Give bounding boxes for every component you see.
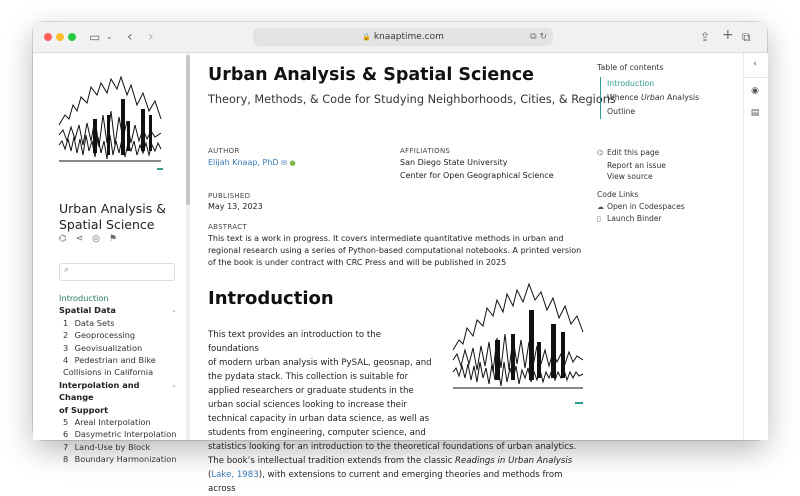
code-links — [597, 189, 685, 226]
toc-title: Table of contents — [597, 63, 664, 72]
section-label-line: of Support — [59, 404, 109, 415]
table-of-contents — [596, 53, 741, 440]
cloud-icon: ☁ — [597, 202, 604, 211]
sidebar-item[interactable] — [59, 416, 177, 428]
sidebar-scrollbar[interactable] — [186, 53, 190, 440]
email-icon[interactable]: ✉ — [281, 159, 287, 167]
intro-line — [208, 454, 588, 468]
url-text: knaaptime.com — [373, 32, 444, 42]
lock-icon: 🔒 — [362, 33, 371, 41]
sidebar-item[interactable] — [59, 354, 177, 379]
item-label: Areal Interpolation — [74, 417, 151, 428]
sidebar-item-introduction[interactable]: Introduction — [59, 293, 109, 303]
item-number: 4 — [63, 355, 69, 366]
item-number: 2 — [63, 330, 69, 341]
sidebar-item[interactable] — [59, 317, 177, 329]
binder-label: Launch Binder — [607, 214, 662, 223]
chevron-down-icon[interactable]: ⌄ — [106, 32, 113, 41]
affiliation-2: Center for Open Geographical Science — [400, 171, 554, 180]
author-link[interactable]: Elijah Knaap, PhD — [208, 158, 279, 167]
codespaces-label: Open in Codespaces — [607, 201, 685, 211]
toc-item-outline[interactable]: Outline — [607, 107, 636, 116]
edit-page-link[interactable] — [597, 147, 666, 160]
item-number: 8 — [63, 454, 69, 465]
page-subtitle: Theory, Methods, & Code for Studying Neighborhoods, Cities, & Regions — [208, 93, 616, 106]
tab-overview-icon[interactable]: ⧉ — [742, 30, 751, 44]
binder-link[interactable] — [597, 213, 685, 226]
author-value — [208, 157, 296, 169]
affiliation-1: San Diego State University — [400, 158, 508, 167]
sidebar-toggle-icon[interactable]: ▭ — [89, 30, 101, 44]
sidebar-item[interactable] — [59, 329, 177, 341]
browser-window — [33, 22, 767, 494]
item-label: Pedestrian and Bike — [74, 355, 156, 366]
item-label: Dasymetric Interpolation — [74, 429, 177, 440]
intro-line: of modern urban analysis with PySAL, geosnap, and — [208, 358, 432, 368]
chevron-down-icon[interactable]: ⌄ — [171, 306, 177, 315]
view-source-link[interactable]: View source — [607, 172, 653, 181]
intro-heading: Introduction — [208, 288, 334, 309]
close-window-button[interactable] — [44, 33, 52, 41]
new-tab-button[interactable]: + — [722, 27, 734, 43]
file-icon: ▯ — [597, 215, 601, 223]
chevron-down-icon[interactable]: ⌄ — [171, 380, 177, 389]
book-tool-icons[interactable]: ⌬ ⋖ ◎ ⚑ — [59, 234, 120, 244]
book-citation-title: Readings in Urban Analysis — [455, 456, 573, 466]
annotation-icon[interactable]: ▤ — [750, 108, 760, 118]
eye-icon[interactable]: ◉ — [751, 86, 759, 96]
item-label: Geoprocessing — [74, 330, 136, 341]
forward-button[interactable]: › — [148, 29, 154, 45]
back-button[interactable]: ‹ — [127, 29, 133, 45]
abstract-text: This text is a work in progress. It covers intermediate quantitative methods in urban and regional research using a series of Python-based computational notebooks. A printed version of the book is under contract with CRC Press and will be published in 2025 — [208, 234, 582, 268]
intro-line-text: ), with extensions to current and emerging theories and methods from across — [208, 470, 563, 494]
book-sidebar — [33, 53, 185, 465]
sidebar-item[interactable] — [59, 342, 177, 354]
search-icon: ⌕ — [64, 265, 70, 275]
item-number: 5 — [63, 417, 69, 428]
toc-item-whence[interactable] — [607, 91, 699, 105]
author-label: AUTHOR — [208, 147, 240, 155]
sidebar-section[interactable] — [59, 304, 177, 316]
toc-list — [600, 77, 699, 119]
intro-line: technical capacity in urban data science, as well as — [208, 414, 430, 424]
intro-line: applied researchers or graduate students in the — [208, 386, 414, 396]
reload-icon[interactable]: ⧉ ↻ — [530, 32, 547, 42]
sidebar-item[interactable] — [59, 428, 177, 440]
item-number: 3 — [63, 342, 69, 353]
page-title: Urban Analysis & Spatial Science — [208, 65, 534, 85]
intro-line: students from engineering, computer science, and — [208, 428, 426, 438]
toc-item-text: Analysis — [664, 93, 700, 102]
published-label: PUBLISHED — [208, 192, 251, 200]
divider — [744, 77, 768, 78]
code-links-title: Code Links — [597, 190, 639, 199]
sidebar-item[interactable] — [59, 441, 177, 453]
item-number: 7 — [63, 441, 69, 452]
section-label: Spatial Data — [59, 305, 116, 316]
affiliations-label: AFFILIATIONS — [400, 147, 451, 155]
item-number: 1 — [63, 317, 69, 328]
address-bar[interactable] — [253, 28, 553, 46]
orcid-icon[interactable]: ● — [289, 159, 296, 167]
intro-figure — [451, 280, 585, 408]
toc-item-text-italic: Urban — [640, 93, 665, 102]
intro-line — [208, 468, 588, 496]
scrollbar-thumb[interactable] — [186, 55, 190, 205]
section-label-line: Interpolation and Change — [59, 379, 140, 403]
intro-line: This text provides an introduction to the foundations — [208, 330, 381, 354]
item-label: Boundary Harmonization — [74, 454, 177, 465]
intro-line: statistics looking for an introduction to the theoretical foundations of urban analytics. — [208, 442, 577, 452]
codespaces-link[interactable] — [597, 201, 685, 214]
published-date: May 13, 2023 — [208, 202, 263, 211]
search-input[interactable] — [59, 263, 175, 281]
browser-toolbar — [33, 22, 767, 53]
intro-line: the pydata stack. This collection is suitable for — [208, 372, 409, 382]
item-number: 6 — [63, 429, 69, 440]
right-toolbar — [743, 53, 768, 440]
collapse-chevron-icon[interactable]: ‹ — [753, 59, 757, 69]
toc-item-text: Whence — [607, 93, 641, 102]
sidebar-item[interactable] — [59, 453, 177, 465]
item-label: Geovisualization — [74, 342, 143, 353]
item-label: Land-Use by Block — [74, 441, 151, 452]
minimize-window-button[interactable] — [56, 33, 64, 41]
sidebar-section[interactable] — [59, 379, 177, 416]
share-icon[interactable]: ⇪ — [700, 30, 711, 44]
citation-link[interactable]: Lake, 1983 — [211, 470, 259, 480]
report-issue-link[interactable]: Report an issue — [607, 160, 666, 170]
repo-links — [597, 147, 666, 183]
abstract-label: ABSTRACT — [208, 223, 247, 231]
edit-page-label: Edit this page — [607, 148, 660, 157]
intro-line-text: The book’s intellectual tradition extends from the classic — [208, 456, 456, 466]
github-icon: ⌬ — [597, 149, 604, 157]
book-title[interactable]: Urban Analysis & Spatial Science — [59, 201, 167, 232]
item-label: Data Sets — [74, 317, 115, 328]
intro-line: urban social sciences looking to increase their — [208, 400, 407, 410]
item-label: Collisions in California — [63, 367, 154, 378]
sidebar-nav — [59, 292, 177, 466]
toc-item-introduction[interactable]: Introduction — [607, 79, 655, 88]
section-label — [59, 379, 171, 416]
zoom-window-button[interactable] — [68, 33, 76, 41]
intro-line-text: ( — [208, 470, 212, 480]
book-logo — [57, 75, 167, 175]
